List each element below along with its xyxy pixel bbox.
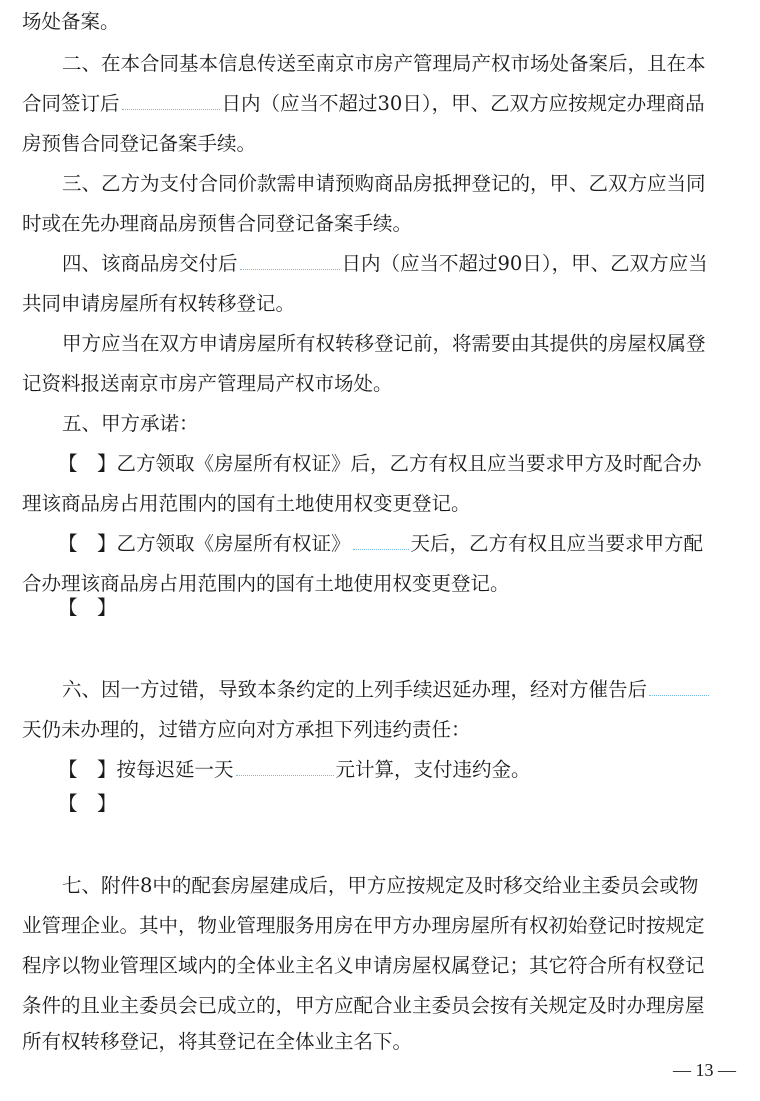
text-span: 天后，乙方有权且应当要求甲方配 (410, 532, 704, 555)
text-span: 所有权转移登记，将其登记在全体业主名下。 (22, 1030, 413, 1053)
text-span: 五、甲方承诺： (62, 412, 199, 435)
clause-7-line-4 (22, 986, 738, 1026)
clause-5-option-1-line-2 (22, 484, 738, 524)
text-span: 甲方应当在双方申请房屋所有权转移登记前，将需要由其提供的房屋权属登 (62, 332, 706, 355)
text-span: 房预售合同登记备案手续。 (22, 132, 257, 155)
clause-3-line-1 (62, 164, 738, 204)
clause-7-line-2 (22, 906, 738, 946)
text-span: 元计算，支付违约金。 (335, 758, 531, 781)
text-span: 场处备案。 (22, 10, 120, 33)
checkbox-bracket[interactable]: 【 】 (58, 792, 117, 815)
checkbox-bracket[interactable]: 【 】 (58, 596, 117, 619)
clause-5-option-3 (58, 588, 738, 628)
text-span: 时或在先办理商品房预售合同登记备案手续。 (22, 212, 413, 235)
clause-5-option-1-line-1 (58, 444, 738, 484)
amount-blank-field[interactable] (236, 774, 334, 776)
clause-4-line-4 (22, 364, 738, 404)
text-span: 条件的且业主委员会已成立的，甲方应配合业主委员会按有关规定及时办理房屋 (22, 994, 705, 1017)
days-blank-field[interactable] (649, 694, 709, 696)
text-span: 合办理该商品房占用范围内的国有土地使用权变更登记。 (22, 572, 510, 595)
text-line (22, 2, 738, 42)
text-span: 【 】乙方领取《房屋所有权证》后，乙方有权且应当要求甲方及时配合办 (58, 452, 702, 475)
text-span: 三、乙方为支付合同价款需申请预购商品房抵押登记的，甲、乙双方应当同 (62, 172, 706, 195)
text-span: 二、在本合同基本信息传送至南京市房产管理局产权市场处备案后，且在本 (62, 52, 706, 75)
clause-6-line-2 (22, 710, 738, 750)
clause-7-line-1 (62, 866, 738, 906)
text-span: 理该商品房占用范围内的国有土地使用权变更登记。 (22, 492, 471, 515)
days-blank-field[interactable] (240, 268, 340, 270)
text-span: 四、该商品房交付后 (62, 252, 238, 275)
text-span: 业管理企业。其中，物业管理服务用房在甲方办理房屋所有权初始登记时按规定 (22, 914, 705, 937)
text-span: 日内（应当不超过90日），甲、乙双方应当 (341, 252, 708, 275)
days-blank-field[interactable] (122, 108, 220, 110)
text-span: 共同申请房屋所有权转移登记。 (22, 292, 296, 315)
text-span: 七、附件8中的配套房屋建成后，甲方应按规定及时移交给业主委员会或物 (62, 874, 699, 897)
clause-6-line-1 (62, 670, 738, 710)
text-span: 六、因一方过错，导致本条约定的上列手续迟延办理，经对方催告后 (62, 678, 648, 701)
text-span: 【 】按每迟延一天 (58, 758, 234, 781)
clause-7-line-5 (22, 1022, 738, 1062)
clause-2-line-1 (62, 44, 738, 84)
text-span: 合同签订后 (22, 92, 120, 115)
text-span: 天仍未办理的，过错方应向对方承担下列违约责任： (22, 718, 471, 741)
clause-5-option-2-line-1 (58, 524, 738, 564)
page-number: — 13 — (673, 1060, 736, 1080)
clause-7-line-3 (22, 946, 738, 986)
text-span: 【 】乙方领取《房屋所有权证》 (58, 532, 351, 555)
clause-2-line-3 (22, 124, 738, 164)
text-span: 日内（应当不超过30日），甲、乙双方应按规定办理商品 (221, 92, 705, 115)
days-blank-field[interactable] (353, 548, 409, 550)
clause-3-line-2 (22, 204, 738, 244)
text-span: 程序以物业管理区域内的全体业主名义申请房屋权属登记；其它符合所有权登记 (22, 954, 705, 977)
clause-2-line-2 (22, 84, 738, 124)
clause-4-line-2 (22, 284, 738, 324)
clause-4-line-3 (62, 324, 738, 364)
text-span: 记资料报送南京市房产管理局产权市场处。 (22, 372, 393, 395)
clause-6-option-2 (58, 784, 738, 824)
clause-4-line-1 (62, 244, 738, 284)
clause-5-heading (62, 404, 738, 444)
